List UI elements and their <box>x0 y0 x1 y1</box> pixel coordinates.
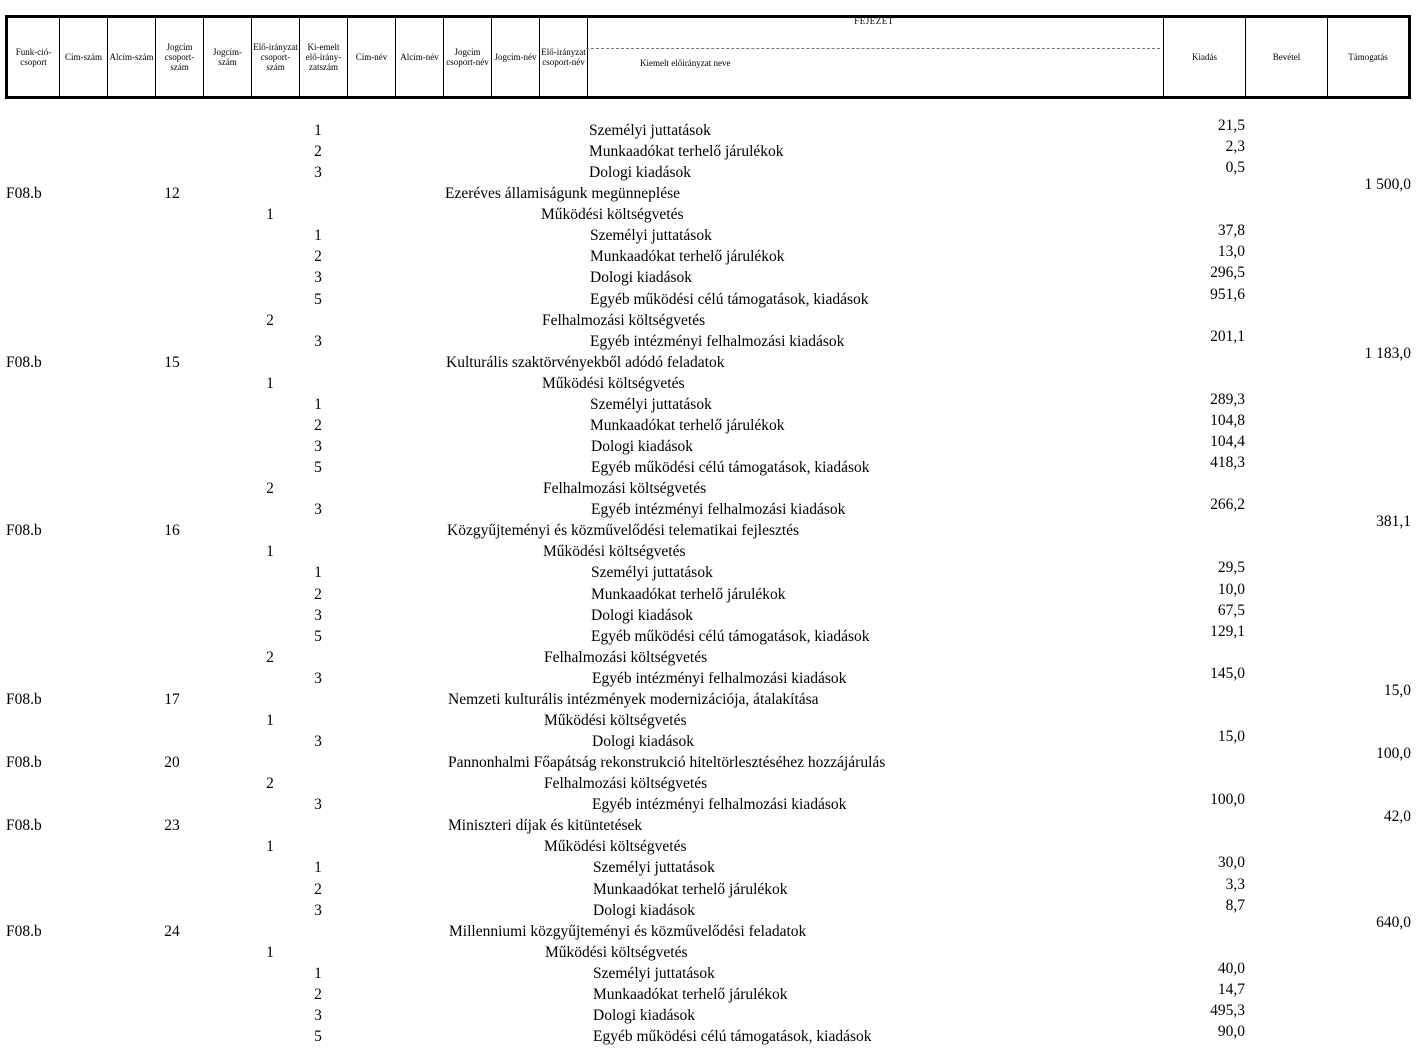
row-name: Működési költségvetés <box>543 543 686 561</box>
row-name: Munkaadókat terhelő járulékok <box>590 248 785 266</box>
row-kiadas: 266,2 <box>1210 496 1245 514</box>
row-name: Közgyűjteményi és közművelődési telematikai fejlesztés <box>447 522 800 540</box>
row-kiadas: 15,0 <box>1217 728 1245 746</box>
row-kiemelt-eloiranyzatszam: 2 <box>314 985 322 1003</box>
table-row <box>0 622 1422 647</box>
row-name: Felhalmozási költségvetés <box>542 311 706 329</box>
row-jogcimcsoportszam: 1 <box>266 543 274 561</box>
row-name: Egyéb működési célú támogatások, kiadások <box>590 290 869 308</box>
row-jogcimcsoportszam: 2 <box>266 775 274 793</box>
row-kiadas: 289,3 <box>1210 390 1245 408</box>
row-kiadas: 145,0 <box>1210 664 1245 682</box>
row-kiemelt-eloiranyzatszam: 3 <box>314 501 322 519</box>
row-kiadas: 418,3 <box>1210 454 1245 472</box>
row-name: Működési költségvetés <box>544 711 687 729</box>
row-name: Egyéb működési célú támogatások, kiadások <box>591 459 870 477</box>
row-kiemelt-eloiranyzatszam: 3 <box>314 269 322 287</box>
row-cimszam: 16 <box>164 522 180 540</box>
row-kiadas: 29,5 <box>1217 559 1245 577</box>
row-name: Miniszteri díjak és kitüntetések <box>448 817 643 835</box>
row-name: Dologi kiadások <box>593 1006 696 1024</box>
row-tamogatas: 15,0 <box>1383 681 1411 699</box>
row-jogcimcsoportszam: 2 <box>266 311 274 329</box>
row-name: Egyéb intézményi felhalmozási kiadások <box>590 332 845 350</box>
table-row <box>0 496 1422 520</box>
row-kiadas: 104,8 <box>1210 411 1245 429</box>
row-funkciocsoport: F08.b <box>6 922 42 940</box>
row-tamogatas: 381,1 <box>1376 513 1411 531</box>
header-kiemelt-eloiranyzat-neve: Kiemelt előirányzat neve <box>640 58 731 68</box>
row-funkciocsoport: F08.b <box>6 754 42 772</box>
row-name: Dologi kiadások <box>592 733 695 751</box>
header-eloiranyzatcsoportszam: Elő-irányzat csoport-szám <box>252 18 300 96</box>
row-name: Egyéb működési célú támogatások, kiadások <box>593 1028 872 1045</box>
row-jogcimcsoportszam: 1 <box>266 374 274 392</box>
table-row <box>0 159 1422 183</box>
row-kiemelt-eloiranyzatszam: 2 <box>314 143 322 161</box>
row-name: Munkaadókat terhelő járulékok <box>593 985 788 1003</box>
row-name: Dologi kiadások <box>593 901 696 919</box>
row-kiadas: 951,6 <box>1210 285 1245 303</box>
row-tamogatas: 1 500,0 <box>1364 176 1411 194</box>
row-kiadas: 129,1 <box>1210 622 1245 640</box>
row-kiemelt-eloiranyzatszam: 1 <box>314 859 322 877</box>
table-row <box>0 681 1422 710</box>
table-row <box>0 728 1422 752</box>
row-tamogatas: 640,0 <box>1376 913 1411 931</box>
row-kiemelt-eloiranyzatszam: 5 <box>314 459 322 477</box>
row-kiadas: 100,0 <box>1210 791 1245 809</box>
row-name: Nemzeti kulturális intézmények modernizációja, átalakítása <box>448 690 819 708</box>
row-tamogatas: 1 183,0 <box>1364 344 1411 362</box>
row-cimszam: 17 <box>164 690 180 708</box>
row-kiadas: 40,0 <box>1217 959 1245 977</box>
row-name: Millenniumi közgyűjteményi és közművelődési feladatok <box>449 922 807 940</box>
row-kiemelt-eloiranyzatszam: 3 <box>314 1006 322 1024</box>
row-kiemelt-eloiranyzatszam: 5 <box>314 627 322 645</box>
row-kiadas: 10,0 <box>1217 580 1245 598</box>
header-funkciocsoport: Funk-ció-csoport <box>8 18 60 96</box>
header-tamogatas: Támogatás <box>1348 52 1388 62</box>
row-kiadas: 90,0 <box>1217 1023 1245 1040</box>
header-alcimszam: Alcím-szám <box>108 18 156 96</box>
row-name: Működési költségvetés <box>544 838 687 856</box>
row-funkciocsoport: F08.b <box>6 353 42 371</box>
header-fejezet: FEJEZET <box>854 16 894 26</box>
row-kiemelt-eloiranyzatszam: 3 <box>314 796 322 814</box>
row-kiadas: 67,5 <box>1217 601 1245 619</box>
row-kiemelt-eloiranyzatszam: 3 <box>314 669 322 687</box>
row-name: Kulturális szaktörvényekből adódó feladatok <box>446 353 725 371</box>
row-kiemelt-eloiranyzatszam: 1 <box>314 227 322 245</box>
row-kiemelt-eloiranyzatszam: 3 <box>314 332 322 350</box>
row-jogcimcsoportszam: 1 <box>266 711 274 729</box>
row-name: Működési költségvetés <box>542 374 685 392</box>
row-jogcimcsoportszam: 2 <box>266 480 274 498</box>
table-row <box>0 808 1422 836</box>
row-name: Egyéb intézményi felhalmozási kiadások <box>591 501 846 519</box>
row-jogcimcsoportszam: 1 <box>266 838 274 856</box>
header-jogcimcsoportszam: Jogcím csoport-szám <box>156 18 204 96</box>
row-kiadas: 201,1 <box>1210 327 1245 345</box>
table-row <box>0 913 1422 942</box>
row-name: Dologi kiadások <box>589 164 692 182</box>
row-kiemelt-eloiranyzatszam: 3 <box>314 901 322 919</box>
row-kiemelt-eloiranyzatszam: 2 <box>314 585 322 603</box>
header-jogcimszam: Jogcím-szám <box>204 18 252 96</box>
row-kiemelt-eloiranyzatszam: 2 <box>314 248 322 266</box>
table-row <box>0 791 1422 815</box>
row-kiemelt-eloiranyzatszam: 5 <box>314 1028 322 1045</box>
row-kiemelt-eloiranyzatszam: 2 <box>314 880 322 898</box>
row-name: Felhalmozási költségvetés <box>544 775 708 793</box>
row-cimszam: 12 <box>164 185 180 203</box>
row-name: Dologi kiadások <box>591 438 694 456</box>
row-funkciocsoport: F08.b <box>6 185 42 203</box>
row-name: Munkaadókat terhelő járulékok <box>593 880 788 898</box>
row-name: Dologi kiadások <box>591 606 694 624</box>
row-name: Pannonhalmi Főapátság rekonstrukció hiteltörlesztéséhez hozzájárulás <box>448 754 886 772</box>
row-name: Egyéb működési célú támogatások, kiadások <box>591 627 870 645</box>
table-row <box>0 1023 1422 1047</box>
row-kiadas: 495,3 <box>1210 1001 1245 1019</box>
header-bevetel: Bevétel <box>1246 18 1328 96</box>
row-kiemelt-eloiranyzatszam: 3 <box>314 606 322 624</box>
row-funkciocsoport: F08.b <box>6 817 42 835</box>
row-kiadas: 14,7 <box>1217 980 1245 998</box>
table-row <box>0 285 1422 310</box>
table-row <box>0 745 1422 773</box>
header-cimszam: Cím-szám <box>60 18 108 96</box>
row-cimszam: 23 <box>164 817 180 835</box>
row-name: Működési költségvetés <box>545 943 688 961</box>
row-kiemelt-eloiranyzatszam: 3 <box>314 733 322 751</box>
row-name: Személyi juttatások <box>590 227 712 245</box>
row-kiemelt-eloiranyzatszam: 3 <box>314 164 322 182</box>
header-kiadas: Kiadás <box>1164 18 1246 96</box>
row-kiadas: 13,0 <box>1217 243 1245 261</box>
table-row <box>0 513 1422 541</box>
table-row <box>0 344 1422 373</box>
row-kiemelt-eloiranyzatszam: 3 <box>314 438 322 456</box>
row-cimszam: 20 <box>164 754 180 772</box>
row-kiadas: 0,5 <box>1225 159 1245 177</box>
table-row <box>0 454 1422 478</box>
row-kiadas: 104,4 <box>1210 433 1245 451</box>
row-jogcimcsoportszam: 2 <box>266 648 274 666</box>
table-row <box>0 327 1422 352</box>
row-kiadas: 30,0 <box>1217 854 1245 872</box>
row-name: Munkaadókat terhelő járulékok <box>589 143 784 161</box>
row-kiemelt-eloiranyzatszam: 1 <box>314 395 322 413</box>
row-name: Munkaadókat terhelő járulékok <box>590 416 785 434</box>
row-jogcimcsoportszam: 1 <box>266 943 274 961</box>
row-name: Munkaadókat terhelő járulékok <box>591 585 786 603</box>
row-kiadas: 8,7 <box>1225 896 1245 914</box>
row-name: Dologi kiadások <box>590 269 693 287</box>
row-kiemelt-eloiranyzatszam: 5 <box>314 290 322 308</box>
row-kiemelt-eloiranyzatszam: 2 <box>314 416 322 434</box>
row-tamogatas: 100,0 <box>1376 745 1411 763</box>
row-cimszam: 15 <box>164 353 180 371</box>
row-name: Egyéb intézményi felhalmozási kiadások <box>592 669 847 687</box>
row-name: Személyi juttatások <box>593 964 715 982</box>
header-jogcimcsoportnev: Jogcím csoport-név <box>444 18 492 96</box>
row-jogcimcsoportszam: 1 <box>266 206 274 224</box>
row-name: Ezeréves államiságunk megünneplése <box>445 185 680 203</box>
row-name: Működési költségvetés <box>541 206 684 224</box>
row-kiadas: 37,8 <box>1217 222 1245 240</box>
row-kiadas: 296,5 <box>1210 264 1245 282</box>
row-kiemelt-eloiranyzatszam: 1 <box>314 964 322 982</box>
table-row <box>0 664 1422 689</box>
row-name: Személyi juttatások <box>593 859 715 877</box>
row-kiemelt-eloiranyzatszam: 1 <box>314 564 322 582</box>
row-funkciocsoport: F08.b <box>6 522 42 540</box>
header-eloiranyzatcsoportnev: Elő-irányzat csoport-név <box>540 18 588 96</box>
row-kiadas: 21,5 <box>1217 117 1245 134</box>
row-tamogatas: 42,0 <box>1383 808 1411 826</box>
header-alcimnev: Alcím-név <box>396 18 444 96</box>
row-name: Egyéb intézményi felhalmozási kiadások <box>592 796 847 814</box>
header-cimnev: Cím-név <box>348 18 396 96</box>
table-row <box>0 896 1422 921</box>
row-name: Személyi juttatások <box>591 564 713 582</box>
row-funkciocsoport: F08.b <box>6 690 42 708</box>
header-jogcimnev: Jogcím-név <box>492 18 540 96</box>
row-name: Személyi juttatások <box>589 122 711 139</box>
row-kiemelt-eloiranyzatszam: 1 <box>314 122 322 139</box>
row-name: Személyi juttatások <box>590 395 712 413</box>
row-kiadas: 2,3 <box>1225 138 1245 156</box>
row-kiadas: 3,3 <box>1225 875 1245 893</box>
header-kiemelt-eloiranyzatszam: Ki-emelt elő-irány-zatszám <box>300 18 348 96</box>
row-name: Felhalmozási költségvetés <box>543 480 707 498</box>
row-name: Felhalmozási költségvetés <box>544 648 708 666</box>
table-row <box>0 176 1422 204</box>
row-cimszam: 24 <box>164 922 180 940</box>
